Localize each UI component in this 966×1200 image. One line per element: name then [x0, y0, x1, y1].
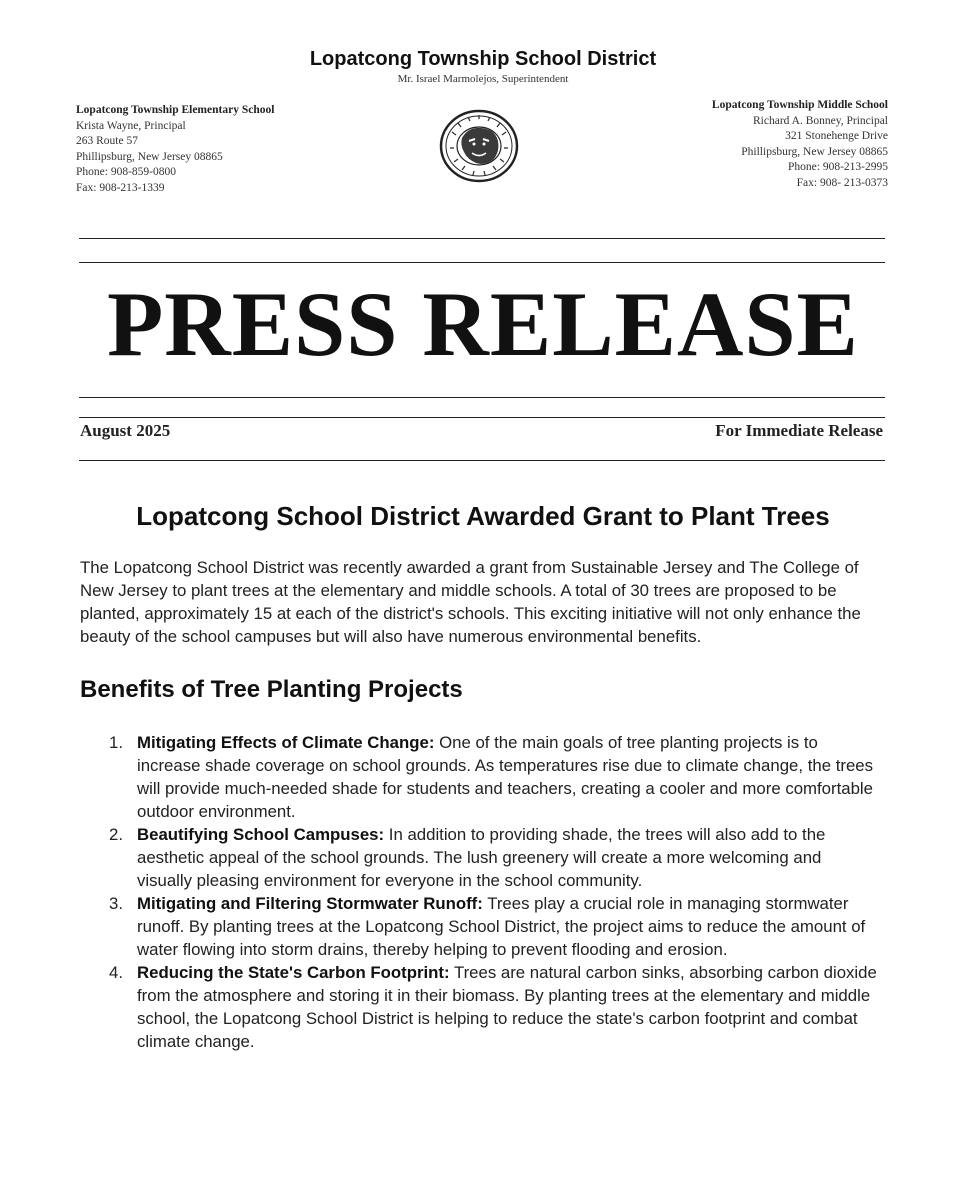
list-item-number: 2. — [109, 825, 123, 844]
list-item — [80, 731, 880, 823]
district-seal-icon — [438, 108, 520, 184]
list-item-text: Trees play a crucial role in managing stormwater runoff. By planting trees at the Lopatcong School District, the project aims to reduce the amount of water flowing into storm drains, thereby helping to prevent flooding and erosion. — [137, 894, 866, 959]
middle-fax: Fax: 908- 213-0373 — [796, 176, 888, 189]
release-date: August 2025 — [80, 421, 171, 440]
divider-line — [79, 262, 885, 263]
list-item-title: Mitigating and Filtering Stormwater Runoff: — [137, 894, 483, 913]
middle-school-name: Lopatcong Township Middle School — [711, 99, 888, 111]
divider-line — [79, 238, 885, 239]
list-item-title: Mitigating Effects of Climate Change: — [137, 733, 435, 752]
middle-school-contact — [712, 98, 888, 191]
list-item-title: Reducing the State's Carbon Footprint: — [137, 963, 450, 982]
elementary-principal: Krista Wayne, Principal — [76, 119, 186, 132]
elementary-school-name: Lopatcong Township Elementary School — [76, 104, 275, 116]
article-headline: Lopatcong School District Awarded Grant to Plant Trees — [136, 501, 830, 531]
list-item-number: 4. — [109, 963, 123, 982]
list-item — [80, 892, 880, 961]
middle-address: 321 Stonehenge Drive — [785, 130, 888, 142]
divider-line — [79, 397, 885, 398]
elementary-school-contact — [76, 103, 274, 196]
list-item-text: One of the main goals of tree planting projects is to increase shade coverage on school grounds. As temperatures rise due to climate change, the trees will provide much-needed shade for students and teachers, creating a cooler and more comfortable outdoor environment. — [137, 733, 874, 821]
list-item-number: 3. — [109, 894, 123, 913]
divider-line — [79, 460, 885, 461]
list-item-number: 1. — [109, 733, 123, 752]
superintendent-line: Mr. Israel Marmolejos, Superintendent — [397, 73, 569, 85]
benefits-list — [80, 731, 880, 1053]
middle-principal: Richard A. Bonney, Principal — [753, 114, 888, 127]
benefits-heading: Benefits of Tree Planting Projects — [80, 676, 463, 703]
elementary-address: 263 Route 57 — [76, 135, 138, 147]
list-item — [80, 823, 880, 892]
list-item — [80, 961, 880, 1053]
divider-line — [79, 417, 885, 418]
elementary-city: Phillipsburg, New Jersey 08865 — [76, 150, 223, 163]
middle-phone: Phone: 908-213-2995 — [788, 161, 888, 173]
elementary-fax: Fax: 908-213-1339 — [76, 181, 165, 194]
district-name: Lopatcong Township School District — [309, 48, 657, 70]
release-note: For Immediate Release — [715, 421, 883, 440]
list-item-text: In addition to providing shade, the trees will also add to the aesthetic appeal of the school grounds. The lush greenery will create a more welcoming and visually pleasing environment for everyone in the school community. — [137, 825, 826, 890]
list-item-text: Trees are natural carbon sinks, absorbing carbon dioxide from the atmosphere and storing it in their biomass. By planting trees at the elementary and middle school, the Lopatcong School District is helping to reduce the state's carbon footprint and combat climate change. — [137, 963, 877, 1051]
middle-city: Phillipsburg, New Jersey 08865 — [741, 145, 888, 158]
article-intro: The Lopatcong School District was recently awarded a grant from Sustainable Jersey and The College of New Jersey to plant trees at the elementary and middle schools. A total of 30 trees are proposed to be planted, approximately 15 at each of the district's schools. This exciting initiative will not only enhance the beauty of the school campuses but will also have numerous environmental benefits. — [80, 558, 861, 646]
press-release-title: PRESS RELEASE — [107, 273, 859, 375]
list-item-title: Beautifying School Campuses: — [137, 825, 385, 844]
elementary-phone: Phone: 908-859-0800 — [76, 166, 176, 178]
